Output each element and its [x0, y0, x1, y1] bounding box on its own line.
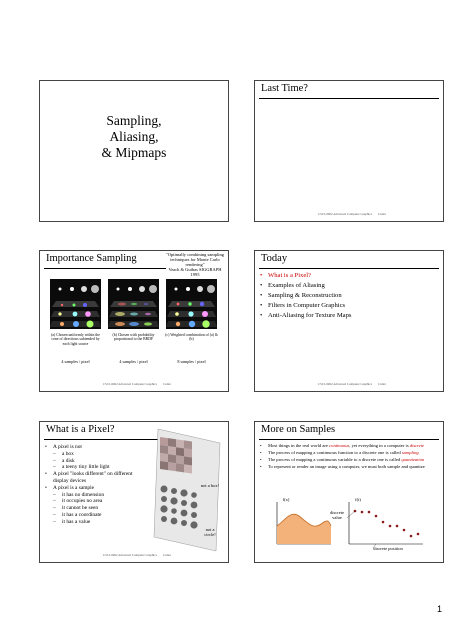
spp-a: 4 samples / pixel	[61, 359, 90, 364]
sampling-graphs	[273, 496, 433, 552]
slide-today	[254, 250, 444, 392]
spp-b: 4 samples / pixel	[119, 359, 148, 364]
slide-last-time	[254, 80, 444, 222]
slide-heading: Last Time?	[261, 83, 308, 94]
pixel-illustration	[150, 427, 224, 553]
agenda-item: • Anti-Aliasing for Texture Maps	[259, 311, 351, 321]
agenda-list	[259, 271, 351, 321]
render-image-a	[50, 279, 101, 329]
agenda-item: • What is a Pixel?	[259, 271, 351, 281]
agenda-item: • Examples of Aliasing	[259, 281, 351, 291]
slide-heading: More on Samples	[261, 424, 336, 435]
caption-c: (c) Weighted combination of (a) & (b)	[165, 333, 218, 342]
slide-importance-sampling	[39, 250, 229, 392]
slide-heading: Importance Sampling	[46, 253, 137, 264]
page-number: 1	[436, 604, 442, 614]
not-a-circle-label: not a circle!	[204, 527, 216, 537]
spp-c: 8 samples / pixel	[177, 359, 206, 364]
not-a-box-label: not a box!	[200, 483, 220, 488]
title-text: Sampling, Aliasing, & Mipmaps	[101, 113, 167, 160]
slide-title	[39, 80, 229, 222]
slide-what-is-a-pixel	[39, 421, 229, 563]
citation: "Optimally combining sampling techniques for Monte Carlo rendering" Veach & Guibas SIGGRAPH 1995	[165, 252, 225, 277]
slide-footer: CSCI-6962 Advanced Computer Graphics Cutler	[318, 212, 386, 216]
agenda-item: • Sampling & Reconstruction	[259, 291, 351, 301]
discrete-position-label: discrete position	[373, 546, 403, 551]
caption-b: (b) Chosen with probability proportional to the BRDF	[112, 333, 155, 342]
ft-label: f(t)	[355, 497, 361, 502]
fx-label: f(x)	[282, 497, 290, 502]
render-image-c	[166, 279, 217, 329]
slide-footer: CSCI-6962 Advanced Computer Graphics Cutler	[318, 382, 386, 386]
slide-more-on-samples	[254, 421, 444, 563]
slide-heading: What is a Pixel?	[46, 424, 115, 435]
slide-heading: Today	[261, 253, 288, 264]
agenda-item: • Filters in Computer Graphics	[259, 301, 351, 311]
pixel-bullets: • A pixel is not – a box – a disk – a teeny tiny little light • A pixel "looks different" on different display devices • A pixel is a sample – it has no dimension – it occupies no area – it cannot be seen – it has a coordinate – it has a value	[44, 444, 140, 526]
caption-a: (a) Chosen uniformly within the cone of directions subtended by each light source	[51, 333, 100, 346]
render-image-b	[108, 279, 159, 329]
slide-footer: CSCI-6962 Advanced Computer Graphics Cutler	[103, 382, 171, 386]
discrete-value-label: discrete value	[330, 510, 344, 520]
samples-bullets: • Most things in the real world are continuous, yet everything in a computer is discrete • The process of mapping a continuous function to a discrete one is called sampling • The process of mapping a continuous variable to a discrete one is called quantization • To represent or render an image using a computer, we must both sample and quantize	[259, 443, 439, 469]
slide-footer: CSCI-6962 Advanced Computer Graphics Cutler	[103, 553, 171, 557]
